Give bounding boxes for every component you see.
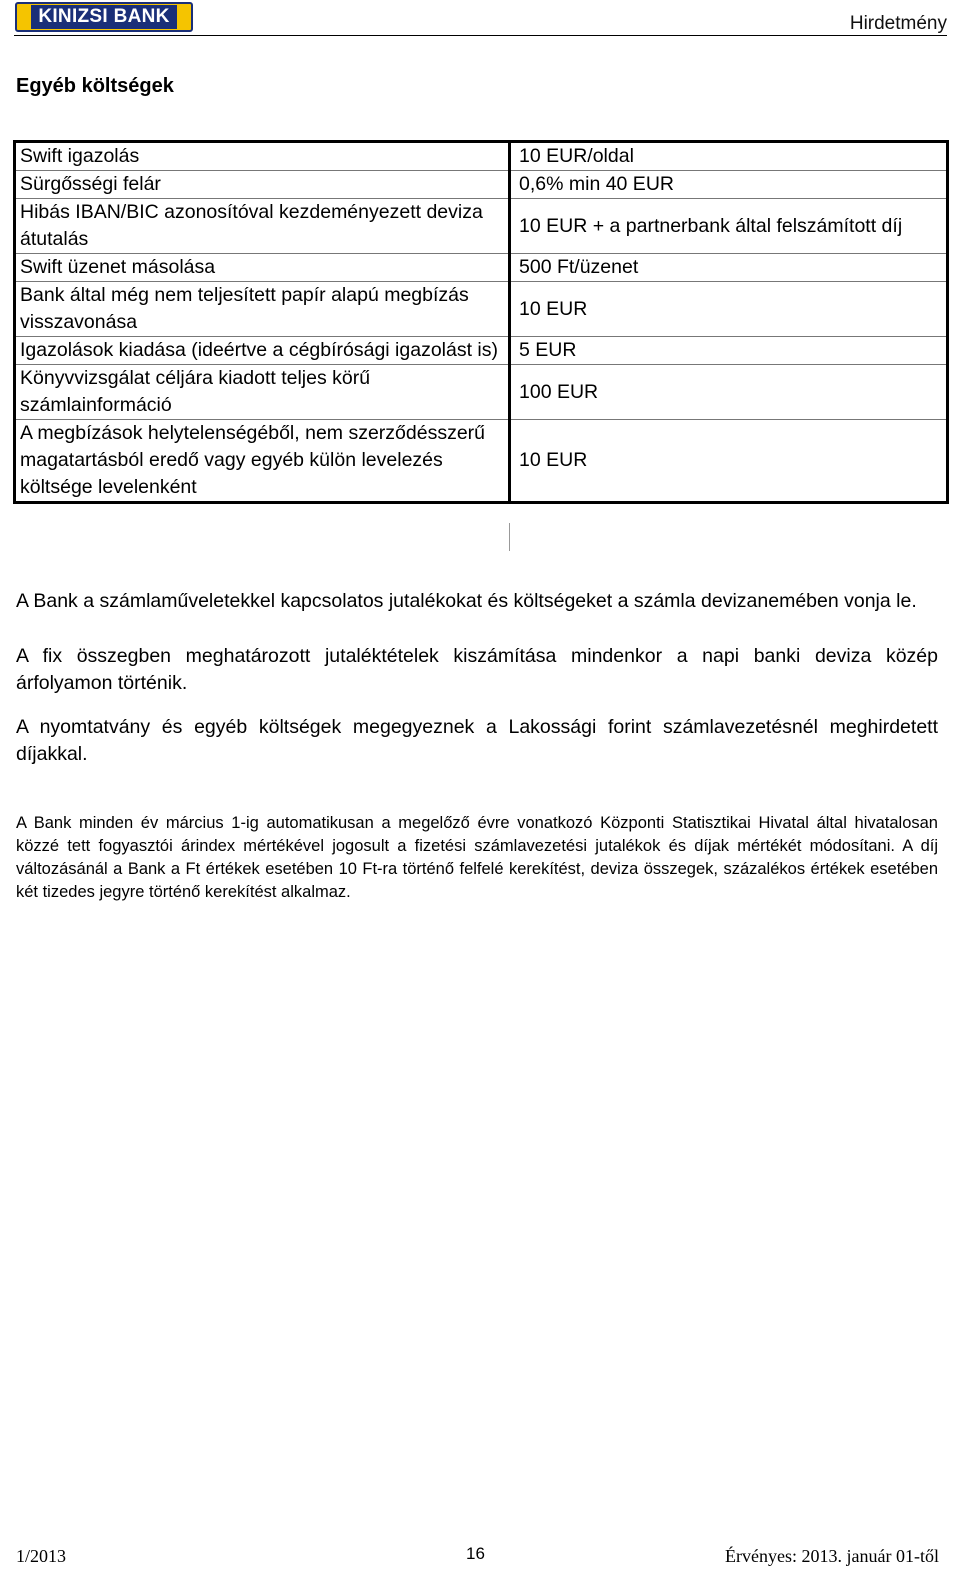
paragraph-exchange-rate: A fix összegben meghatározott jutaléktételek kiszámítása mindenkor a napi banki deviza közép árfolyamon történik. bbox=[16, 645, 938, 694]
paragraph-deduction-currency: A Bank a számlaműveletekkel kapcsolatos jutalékokat és költségeket a számla devizanemében vonja le. bbox=[16, 590, 917, 612]
bank-logo-text: KINIZSI BANK bbox=[31, 5, 176, 29]
footer-document-number: 1/2013 bbox=[16, 1546, 67, 1566]
table-row bbox=[15, 254, 948, 282]
fee-name: A megbízások helytelenségéből, nem szerződésszerű magatartásból eredő vagy egyéb külön levelezés költsége levelenként bbox=[15, 420, 510, 503]
fee-value: 10 EUR bbox=[510, 420, 948, 503]
section-title: Egyéb költségek bbox=[16, 75, 174, 97]
page-number: 16 bbox=[466, 1544, 485, 1563]
fee-value: 10 EUR + a partnerbank által felszámított díj bbox=[510, 199, 948, 254]
fee-name: Swift üzenet másolása bbox=[15, 254, 510, 282]
paragraph-fee-indexation: A Bank minden év március 1-ig automatikusan a megelőző évre vonatkozó Központi Statisztikai Hivatal által hivatalosan közzé tett fogyasztói árindex mértékével jogosult a fizetési számlavezetési jutalékok és díjak mértékét módosítani. A díj változásánál a Bank a Ft értékek esetében 10 Ft-ra történő felfelé kerekítést, deviza összegek, százalékos értékek esetében két tizedes jegyre történő kerekítést alkalmaz. bbox=[16, 814, 938, 901]
fee-value: 100 EUR bbox=[510, 365, 948, 420]
fee-value: 5 EUR bbox=[510, 337, 948, 365]
page-header bbox=[14, 2, 947, 36]
fee-name: Bank által még nem teljesített papír alapú megbízás visszavonása bbox=[15, 282, 510, 337]
fee-value: 10 EUR/oldal bbox=[510, 142, 948, 171]
table-row bbox=[15, 142, 948, 171]
fee-value: 10 EUR bbox=[510, 282, 948, 337]
fee-name: Sürgősségi felár bbox=[15, 171, 510, 199]
fee-name: Igazolások kiadása (ideértve a cégbírósági igazolást is) bbox=[15, 337, 510, 365]
document-type: Hirdetmény bbox=[849, 13, 947, 34]
fee-name: Swift igazolás bbox=[15, 142, 510, 171]
table-row bbox=[15, 420, 948, 503]
fee-value: 500 Ft/üzenet bbox=[510, 254, 948, 282]
table-divider-tail bbox=[509, 523, 510, 551]
table-row bbox=[15, 199, 948, 254]
fee-name: Hibás IBAN/BIC azonosítóval kezdeményezett deviza átutalás bbox=[15, 199, 510, 254]
fee-value: 0,6% min 40 EUR bbox=[510, 171, 948, 199]
table-row bbox=[15, 282, 948, 337]
paragraph-form-costs: A nyomtatvány és egyéb költségek megegyeznek a Lakossági forint számlavezetésnél meghirdetett díjakkal. bbox=[16, 716, 938, 765]
bank-logo bbox=[15, 2, 193, 32]
table-row bbox=[15, 337, 948, 365]
table-row bbox=[15, 365, 948, 420]
table-row bbox=[15, 171, 948, 199]
page-footer bbox=[14, 1538, 939, 1568]
fees-table bbox=[13, 140, 949, 504]
footer-validity-date: Érvényes: 2013. január 01-től bbox=[725, 1546, 939, 1566]
fee-name: Könyvvizsgálat céljára kiadott teljes körű számlainformáció bbox=[15, 365, 510, 420]
